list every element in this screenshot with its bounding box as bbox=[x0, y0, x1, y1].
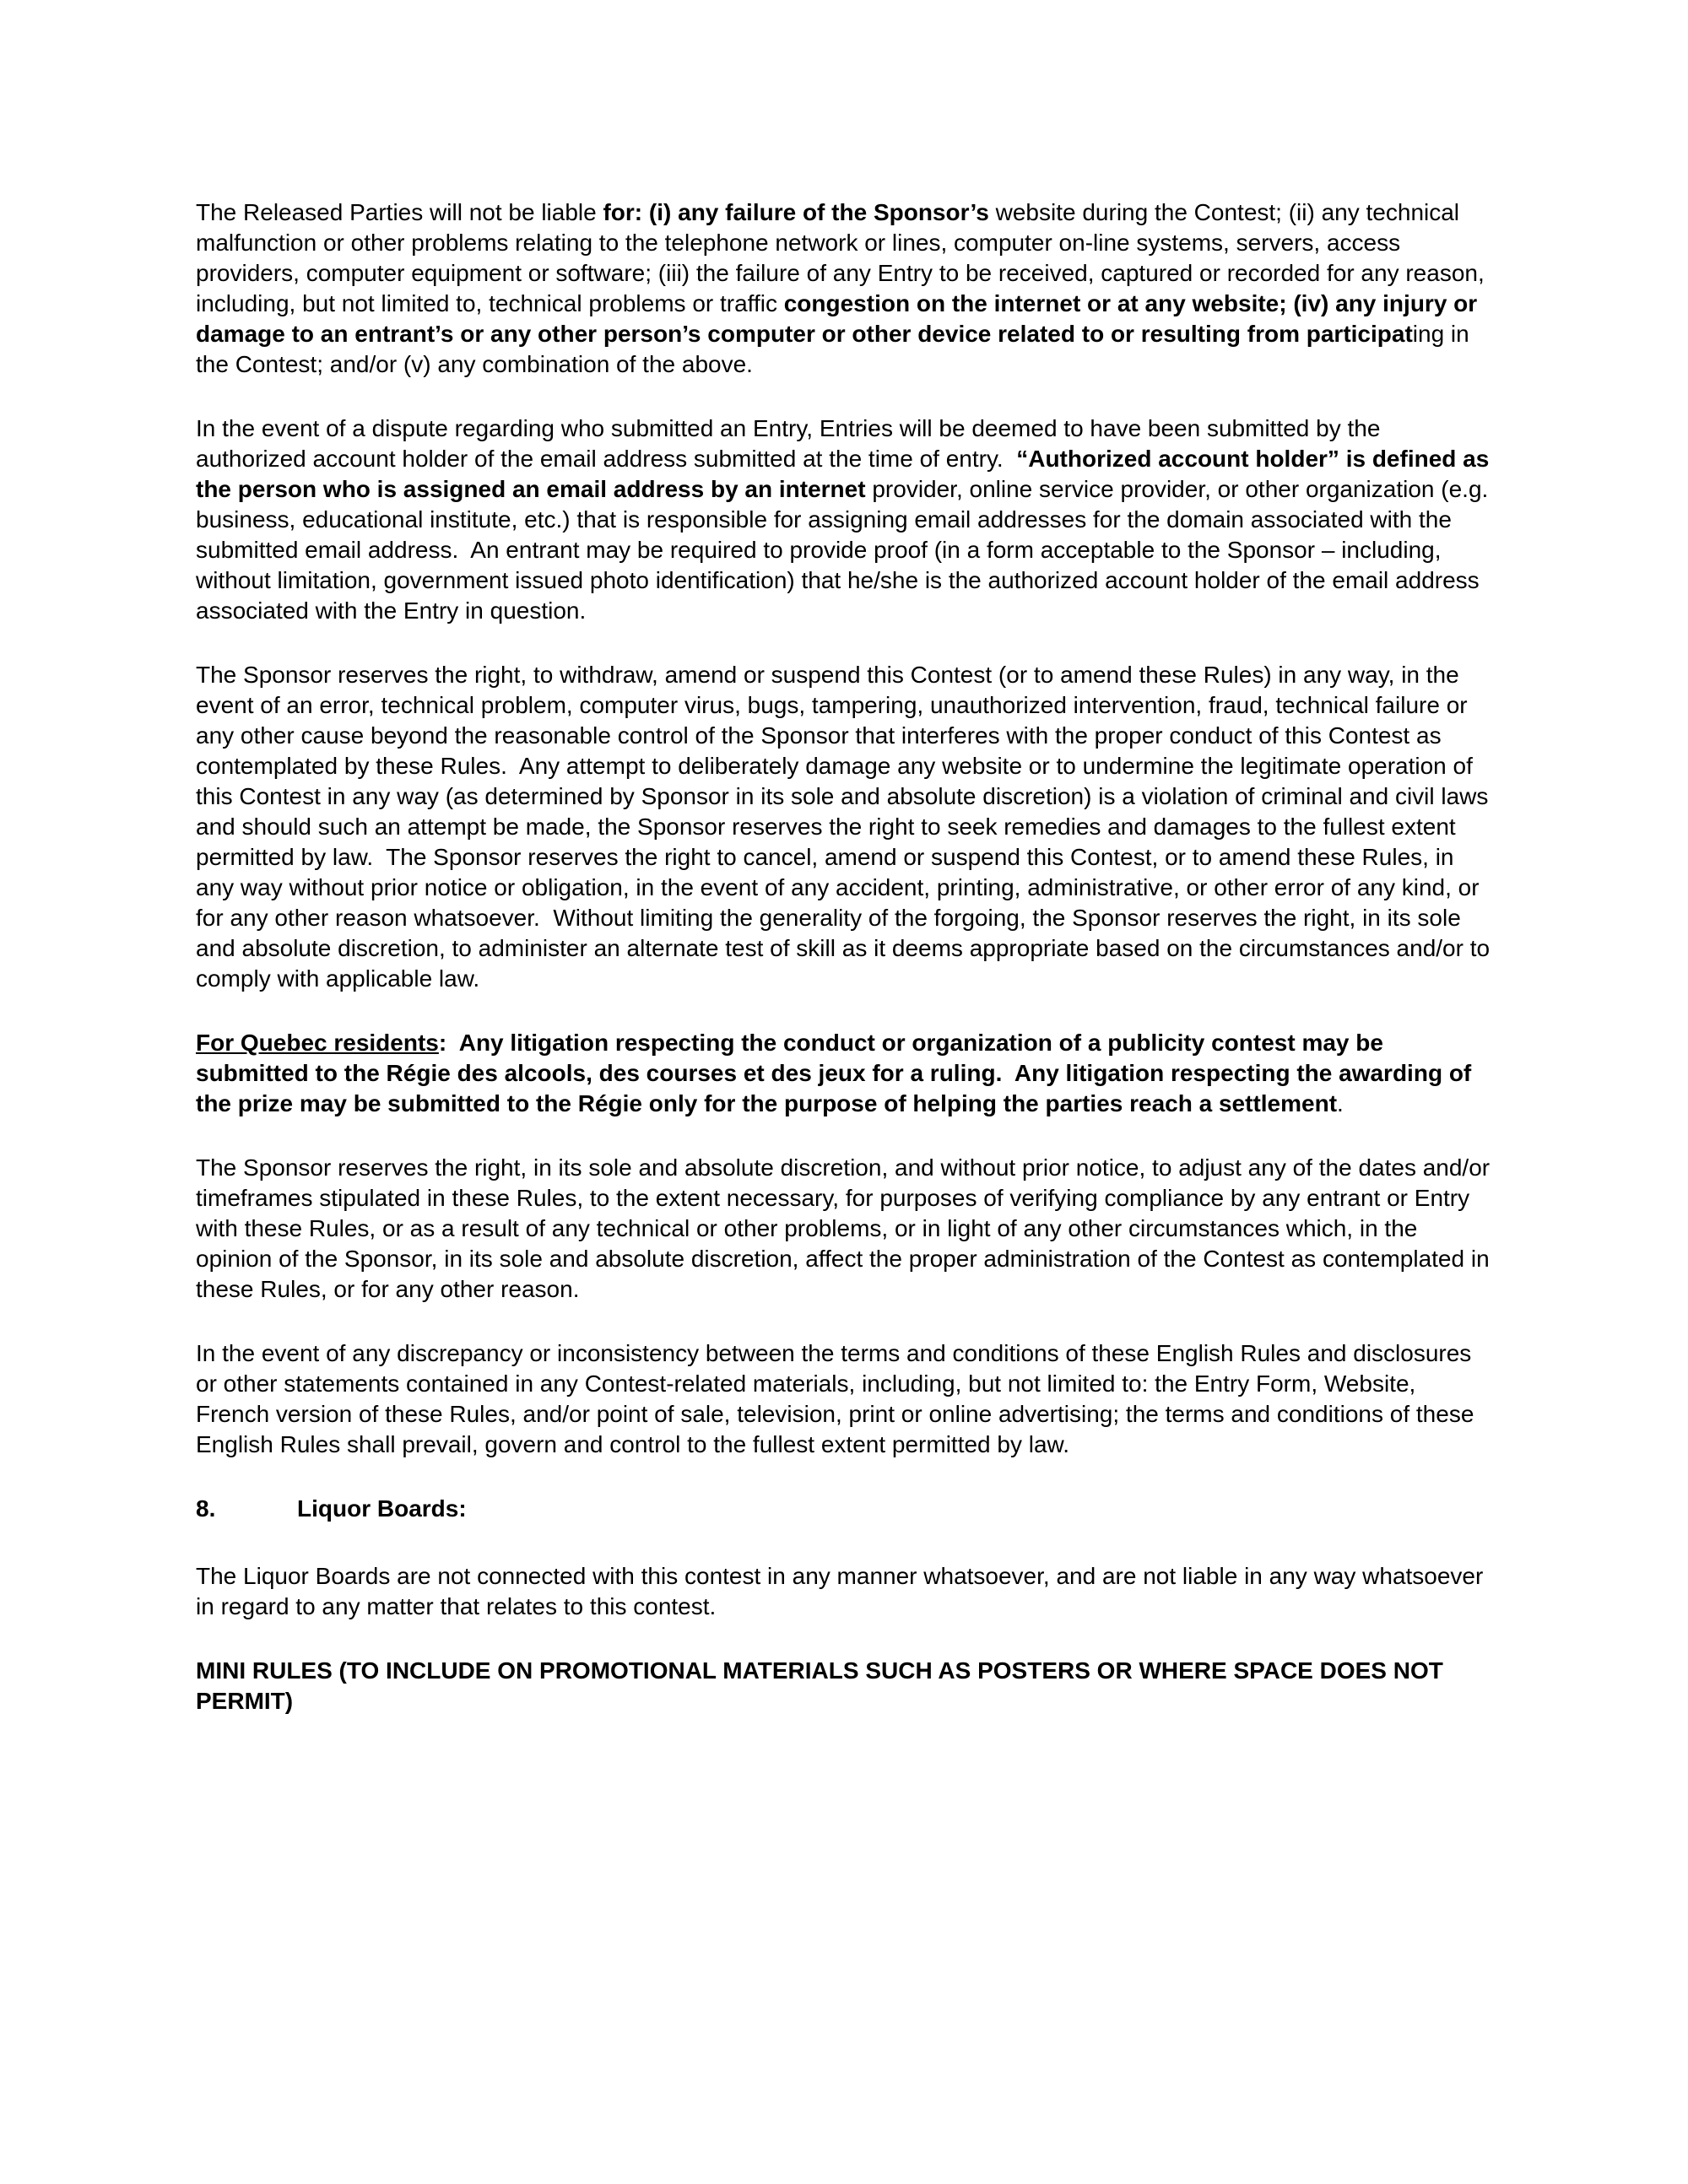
text-run: ing in the Contest; and/or (v) any combination of the above. bbox=[196, 321, 1476, 377]
text-run: The Released Parties will not be liable bbox=[196, 199, 603, 225]
text-run-bold: for: (i) any failure of the Sponsor’s bbox=[603, 199, 996, 225]
paragraph-entry-dispute bbox=[196, 414, 1496, 626]
paragraph-released-parties-liability bbox=[196, 197, 1496, 380]
text-run: In the event of a dispute regarding who submitted an Entry, Entries will be deemed to have been submitted by the authorized account holder of the email address submitted at the time of entry. bbox=[196, 415, 1388, 472]
text-run: . bbox=[1337, 1090, 1344, 1116]
section-heading-liquor-boards bbox=[196, 1494, 1496, 1524]
heading-mini-rules: MINI RULES (TO INCLUDE ON PROMOTIONAL MATERIALS SUCH AS POSTERS OR WHERE SPACE DOES NOT PERMIT) bbox=[196, 1657, 1450, 1714]
paragraph-english-rules-prevail: In the event of any discrepancy or inconsistency between the terms and conditions of these English Rules and disclosures or other statements contained in any Contest-related materials, including, but not limited to: the Entry Form, Website, French version of these Rules, and/or point of sale, television, print or online advertising; the terms and conditions of these English Rules shall prevail, govern and control to the fullest extent permitted by law. bbox=[196, 1340, 1481, 1457]
paragraph-quebec-residents bbox=[196, 1028, 1496, 1119]
document-page bbox=[196, 197, 1496, 1750]
text-run-bold: congestion on the internet or at any website; (iv) any injury or damage to an entrant’s or any other person’s computer or other device related to or resulting from participat bbox=[196, 290, 1484, 347]
text-run: website during the Contest; (ii) any technical malfunction or other problems relating to the telephone network or lines, computer on-line systems, servers, access providers, computer equipment or software; (iii) the failure of any Entry to be received, captured or recorded for any reason, including, but not limited to, technical problems or traffic bbox=[196, 199, 1491, 316]
text-run-bold: : Any litigation respecting the conduct or organization of a publicity contest may be submitted to the Régie des alcools, des courses et des jeux for a ruling. Any litigation respecting the awarding of the prize may be submitted to the Régie only for the purpose of helping the parties reach a settlement bbox=[196, 1030, 1479, 1116]
section-number: 8. bbox=[196, 1495, 216, 1522]
text-run: provider, online service provider, or other organization (e.g. business, educational institute, etc.) that is responsible for assigning email addresses for the domain associated with the submitted email address. An entrant may be required to provide proof (in a form acceptable to the Sponsor – including, without limitation, government issued photo identification) that he/she is the authorized account holder of the email address associated with the Entry in question. bbox=[196, 476, 1496, 624]
section-title: Liquor Boards: bbox=[297, 1495, 467, 1522]
quebec-residents-underlined-lead: For Quebec residents bbox=[196, 1030, 439, 1056]
paragraph-liquor-boards-body: The Liquor Boards are not connected with this contest in any manner whatsoever, and are not liable in any way whatsoever in regard to any matter that relates to this contest. bbox=[196, 1563, 1491, 1619]
text-run-bold: “Authorized account holder” is defined as the person who is assigned an email address by an internet bbox=[196, 446, 1496, 502]
paragraph-sponsor-rights: The Sponsor reserves the right, to withdraw, amend or suspend this Contest (or to amend these Rules) in any way, in the event of an error, technical problem, computer virus, bugs, tampering, unauthorized intervention, fraud, technical failure or any other cause beyond the reasonable control of the Sponsor that interferes with the proper conduct of this Contest as contemplated by these Rules. Any attempt to deliberately damage any website or to undermine the legitimate operation of this Contest in any way (as determined by Sponsor in its sole and absolute discretion) is a violation of criminal and civil laws and should such an attempt be made, the Sponsor reserves the right to seek remedies and damages to the fullest extent permitted by law. The Sponsor reserves the right to cancel, amend or suspend this Contest, or to amend these Rules, in any way without prior notice or obligation, in the event of any accident, printing, administrative, or other error of any kind, or for any other reason whatsoever. Without limiting the generality of the forgoing, the Sponsor reserves the right, in its sole and absolute discretion, to administer an alternate test of skill as it deems appropriate based on the circumstances and/or to comply with applicable law. bbox=[196, 662, 1496, 992]
paragraph-adjust-dates: The Sponsor reserves the right, in its sole and absolute discretion, and without prior notice, to adjust any of the dates and/or timeframes stipulated in these Rules, to the extent necessary, for purposes of verifying compliance by any entrant or Entry with these Rules, or as a result of any technical or other problems, or in light of any other circumstances which, in the opinion of the Sponsor, in its sole and absolute discretion, affect the proper administration of the Contest as contemplated in these Rules, or for any other reason. bbox=[196, 1154, 1496, 1302]
